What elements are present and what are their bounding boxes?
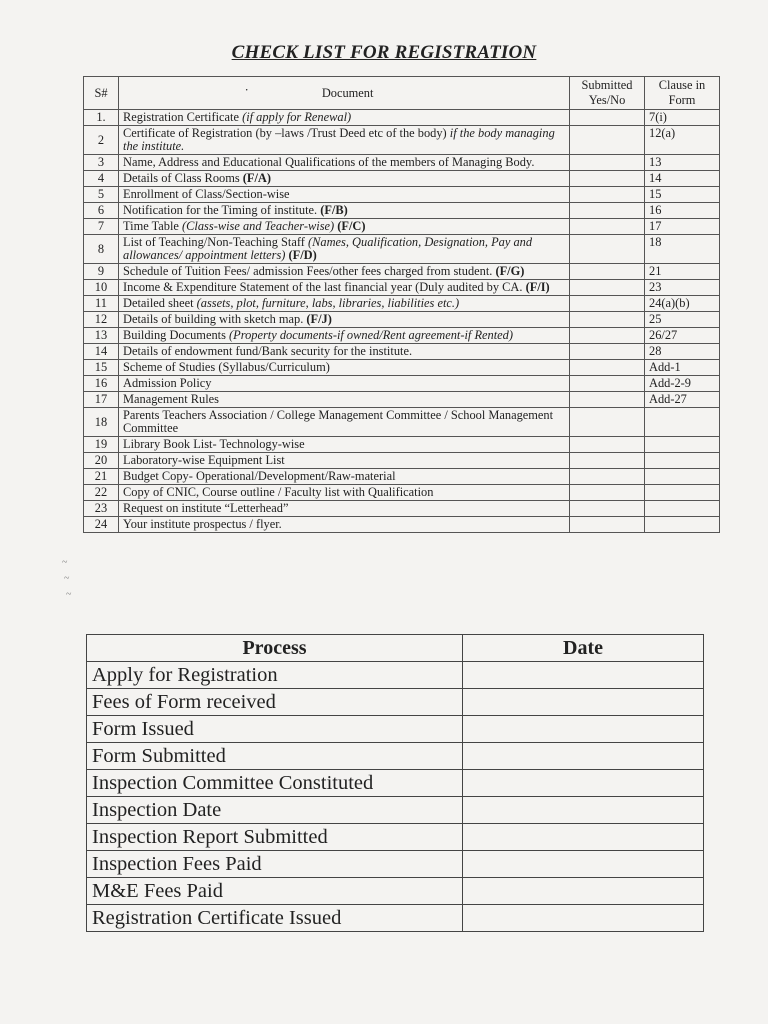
row-clause (645, 437, 720, 453)
process-row (87, 770, 704, 797)
document-text-segment: Budget Copy- Operational/Development/Raw-material (123, 469, 396, 483)
document-text-segment: Details of Class Rooms (123, 171, 243, 185)
row-clause: 13 (645, 155, 720, 171)
document-text-segment: Schedule of Tuition Fees/ admission Fees/other fees charged from student. (123, 264, 496, 278)
process-label: Inspection Report Submitted (87, 824, 463, 851)
document-text-segment: (F/D) (288, 248, 317, 262)
row-document (119, 501, 570, 517)
row-serial-number: 2 (84, 126, 119, 155)
checklist-header-row (84, 77, 720, 110)
row-submitted-cell[interactable] (570, 437, 645, 453)
process-date-cell[interactable] (463, 689, 704, 716)
row-serial-number: 11 (84, 296, 119, 312)
checklist-row (84, 235, 720, 264)
row-serial-number: 5 (84, 187, 119, 203)
document-checklist-table (83, 76, 720, 533)
row-submitted-cell[interactable] (570, 517, 645, 533)
process-date-cell[interactable] (463, 851, 704, 878)
checklist-row (84, 485, 720, 501)
process-header-row (87, 635, 704, 662)
row-document (119, 517, 570, 533)
document-text-segment: Notification for the Timing of institute. (123, 203, 321, 217)
document-text-segment: (F/J) (306, 312, 332, 326)
process-row (87, 797, 704, 824)
page-title: CHECK LIST FOR REGISTRATION (231, 42, 537, 63)
document-text-segment: (F/A) (242, 171, 271, 185)
checklist-row (84, 437, 720, 453)
checklist-row (84, 110, 720, 126)
row-submitted-cell[interactable] (570, 264, 645, 280)
row-serial-number: 8 (84, 235, 119, 264)
process-date-cell[interactable] (463, 878, 704, 905)
row-document (119, 344, 570, 360)
document-text-segment: Parents Teachers Association / College Management Committee / School Management Committee (123, 408, 554, 435)
process-label: Inspection Fees Paid (87, 851, 463, 878)
row-document (119, 235, 570, 264)
process-date-cell[interactable] (463, 716, 704, 743)
row-clause: 12(a) (645, 126, 720, 155)
row-clause (645, 453, 720, 469)
process-row (87, 824, 704, 851)
process-label: Form Submitted (87, 743, 463, 770)
header-submitted (570, 77, 645, 110)
row-clause: Add-1 (645, 360, 720, 376)
document-text-segment: Registration Certificate (123, 110, 243, 124)
row-document (119, 155, 570, 171)
document-text-segment: (F/G) (495, 264, 525, 278)
process-date-cell[interactable] (463, 905, 704, 932)
process-row (87, 716, 704, 743)
row-submitted-cell[interactable] (570, 376, 645, 392)
row-serial-number: 20 (84, 453, 119, 469)
row-clause: 25 (645, 312, 720, 328)
process-date-cell[interactable] (463, 797, 704, 824)
process-label: M&E Fees Paid (87, 878, 463, 905)
row-submitted-cell[interactable] (570, 280, 645, 296)
row-serial-number: 12 (84, 312, 119, 328)
row-clause: Add-27 (645, 392, 720, 408)
process-row (87, 662, 704, 689)
row-clause (645, 501, 720, 517)
document-text-segment: List of Teaching/Non-Teaching Staff (123, 235, 308, 249)
row-document (119, 392, 570, 408)
checklist-row (84, 376, 720, 392)
row-submitted-cell[interactable] (570, 219, 645, 235)
checklist-row (84, 312, 720, 328)
checklist-body (84, 110, 720, 533)
header-date: Date (463, 635, 704, 662)
row-clause: 16 (645, 203, 720, 219)
row-submitted-cell[interactable] (570, 360, 645, 376)
row-clause (645, 517, 720, 533)
row-serial-number: 14 (84, 344, 119, 360)
row-serial-number: 10 (84, 280, 119, 296)
row-serial-number: 15 (84, 360, 119, 376)
row-document (119, 296, 570, 312)
row-document (119, 453, 570, 469)
document-text-segment: Admission Policy (123, 376, 212, 390)
row-clause (645, 485, 720, 501)
row-serial-number: 24 (84, 517, 119, 533)
row-serial-number: 6 (84, 203, 119, 219)
document-text-segment: (if apply for Renewal) (242, 110, 352, 124)
process-row (87, 905, 704, 932)
row-document (119, 187, 570, 203)
header-document-label: Document (321, 85, 374, 100)
document-text-segment: Scheme of Studies (Syllabus/Curriculum) (123, 360, 330, 374)
row-submitted-cell[interactable] (570, 501, 645, 517)
scan-mark: ~ (66, 589, 72, 600)
checklist-row (84, 517, 720, 533)
process-label: Apply for Registration (87, 662, 463, 689)
row-submitted-cell[interactable] (570, 171, 645, 187)
row-clause: 28 (645, 344, 720, 360)
row-document (119, 280, 570, 296)
process-date-table (86, 634, 704, 932)
process-label: Registration Certificate Issued (87, 905, 463, 932)
row-clause (645, 469, 720, 485)
row-document (119, 376, 570, 392)
row-serial-number: 18 (84, 408, 119, 437)
checklist-row (84, 171, 720, 187)
row-document (119, 469, 570, 485)
row-submitted-cell[interactable] (570, 469, 645, 485)
process-row (87, 851, 704, 878)
row-serial-number: 17 (84, 392, 119, 408)
row-clause (645, 408, 720, 437)
row-document (119, 360, 570, 376)
row-serial-number: 19 (84, 437, 119, 453)
header-submitted-line2: Yes/No (588, 93, 626, 107)
document-text-segment: (F/B) (320, 203, 348, 217)
row-submitted-cell[interactable] (570, 485, 645, 501)
row-serial-number: 1. (84, 110, 119, 126)
document-text-segment: (Names, Qualification, Designation, Pay and allowances/ appointment letters) (123, 235, 533, 262)
process-row (87, 689, 704, 716)
row-serial-number: 16 (84, 376, 119, 392)
row-submitted-cell[interactable] (570, 235, 645, 264)
header-document (119, 77, 570, 110)
process-label: Fees of Form received (87, 689, 463, 716)
process-row (87, 878, 704, 905)
row-document (119, 328, 570, 344)
row-document (119, 485, 570, 501)
document-text-segment: Details of endowment fund/Bank security for the institute. (123, 344, 413, 358)
process-row (87, 743, 704, 770)
checklist-row (84, 187, 720, 203)
document-text-segment: Name, Address and Educational Qualifications of the members of Managing Body. (123, 155, 535, 169)
row-document (119, 437, 570, 453)
document-text-segment: Management Rules (123, 392, 220, 406)
checklist-row (84, 328, 720, 344)
checklist-row (84, 203, 720, 219)
document-text-segment: Enrollment of Class/Section-wise (123, 187, 290, 201)
row-clause: 14 (645, 171, 720, 187)
row-serial-number: 23 (84, 501, 119, 517)
row-submitted-cell[interactable] (570, 344, 645, 360)
process-date-cell[interactable] (463, 743, 704, 770)
checklist-row (84, 501, 720, 517)
header-submitted-line1: Submitted (581, 78, 633, 92)
row-serial-number: 3 (84, 155, 119, 171)
row-clause: 7(i) (645, 110, 720, 126)
document-text-segment: Building Documents (123, 328, 230, 342)
document-text-segment: (F/C) (337, 219, 366, 233)
checklist-row (84, 408, 720, 437)
checklist-row (84, 219, 720, 235)
row-submitted-cell[interactable] (570, 312, 645, 328)
process-label: Inspection Date (87, 797, 463, 824)
document-text-segment: Your institute prospectus / flyer. (123, 517, 282, 531)
document-text-segment: (Class-wise and Teacher-wise) (182, 219, 335, 233)
header-clause-line1: Clause in (658, 78, 706, 92)
document-text-segment: Certificate of Registration (by –laws /Trust Deed etc of the body) (123, 126, 450, 140)
document-text-segment: if the body managing the institute. (123, 126, 555, 153)
row-submitted-cell[interactable] (570, 328, 645, 344)
document-text-segment: Library Book List- Technology-wise (123, 437, 305, 451)
document-text-segment: (assets, plot, furniture, labs, libraries, liabilities etc.) (196, 296, 460, 310)
row-submitted-cell[interactable] (570, 392, 645, 408)
row-submitted-cell[interactable] (570, 296, 645, 312)
row-submitted-cell[interactable] (570, 408, 645, 437)
row-document (119, 219, 570, 235)
row-document (119, 110, 570, 126)
checklist-row (84, 296, 720, 312)
row-submitted-cell[interactable] (570, 126, 645, 155)
row-clause: 24(a)(b) (645, 296, 720, 312)
document-text-segment: Copy of CNIC, Course outline / Faculty list with Qualification (123, 485, 434, 499)
row-document (119, 203, 570, 219)
row-serial-number: 9 (84, 264, 119, 280)
row-submitted-cell[interactable] (570, 453, 645, 469)
document-text-segment: Laboratory-wise Equipment List (123, 453, 285, 467)
scan-mark: ~ (64, 573, 70, 584)
row-clause: 26/27 (645, 328, 720, 344)
row-document (119, 171, 570, 187)
row-clause: 15 (645, 187, 720, 203)
row-submitted-cell[interactable] (570, 155, 645, 171)
row-clause: 17 (645, 219, 720, 235)
checklist-row (84, 344, 720, 360)
document-text-segment: Income & Expenditure Statement of the last financial year (Duly audited by CA. (123, 280, 526, 294)
header-process: Process (87, 635, 463, 662)
process-date-cell[interactable] (463, 770, 704, 797)
row-clause: Add-2-9 (645, 376, 720, 392)
checklist-row (84, 280, 720, 296)
row-serial-number: 13 (84, 328, 119, 344)
document-text-segment: (Property documents-if owned/Rent agreement-if Rented) (229, 328, 513, 342)
document-text-segment: (F/I) (525, 280, 550, 294)
row-clause: 21 (645, 264, 720, 280)
header-bullet: · (244, 82, 249, 97)
scan-mark: ~ (62, 557, 68, 568)
checklist-row (84, 360, 720, 376)
row-serial-number: 21 (84, 469, 119, 485)
row-submitted-cell[interactable] (570, 203, 645, 219)
row-submitted-cell[interactable] (570, 110, 645, 126)
row-document (119, 408, 570, 437)
checklist-row (84, 126, 720, 155)
checklist-row (84, 155, 720, 171)
header-serial-number: S# (84, 77, 119, 110)
checklist-row (84, 453, 720, 469)
row-document (119, 126, 570, 155)
process-label: Form Issued (87, 716, 463, 743)
checklist-row (84, 392, 720, 408)
row-serial-number: 7 (84, 219, 119, 235)
row-serial-number: 4 (84, 171, 119, 187)
process-body (87, 662, 704, 932)
process-date-cell[interactable] (463, 662, 704, 689)
document-text-segment: Details of building with sketch map. (123, 312, 307, 326)
row-clause: 18 (645, 235, 720, 264)
row-serial-number: 22 (84, 485, 119, 501)
document-text-segment: Detailed sheet (123, 296, 197, 310)
row-clause: 23 (645, 280, 720, 296)
header-clause (645, 77, 720, 110)
row-document (119, 312, 570, 328)
process-date-cell[interactable] (463, 824, 704, 851)
header-clause-line2: Form (668, 93, 696, 107)
process-label: Inspection Committee Constituted (87, 770, 463, 797)
document-text-segment: Time Table (123, 219, 183, 233)
checklist-row (84, 264, 720, 280)
row-document (119, 264, 570, 280)
row-submitted-cell[interactable] (570, 187, 645, 203)
checklist-row (84, 469, 720, 485)
document-text-segment: Request on institute “Letterhead” (123, 501, 289, 515)
